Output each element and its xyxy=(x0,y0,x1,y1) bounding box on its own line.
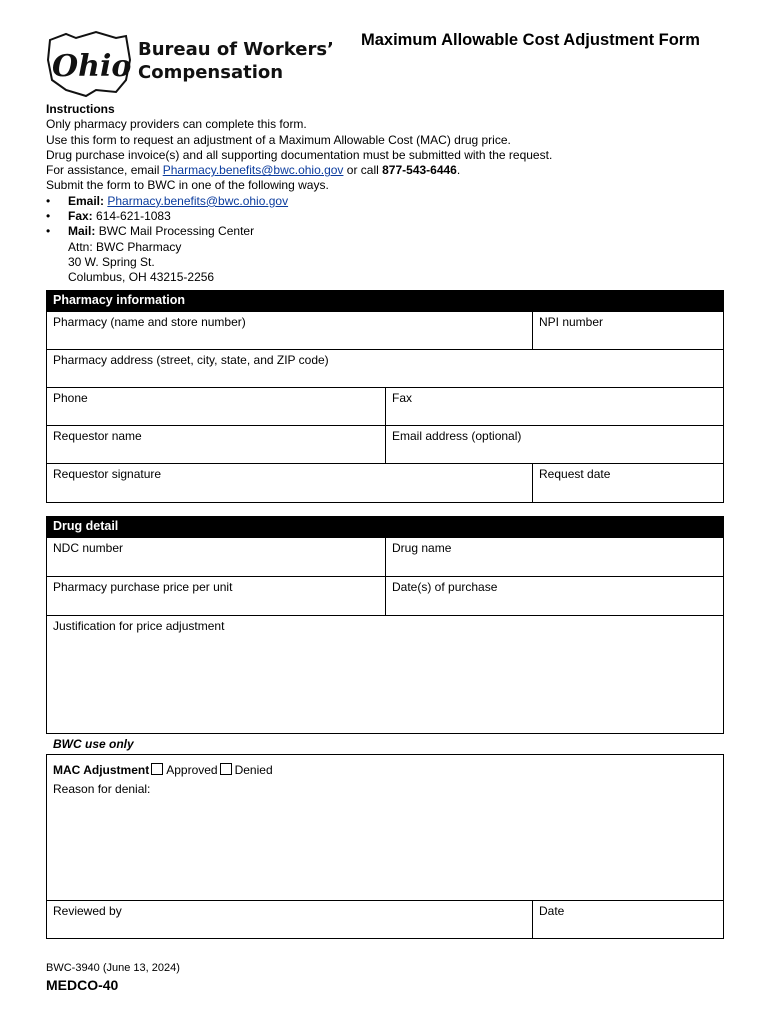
reviewed-by-field[interactable]: Reviewed by xyxy=(46,900,533,939)
phone-field[interactable]: Phone xyxy=(46,387,386,426)
instructions-heading: Instructions xyxy=(46,102,115,116)
form-code: BWC-3940 (June 13, 2024) xyxy=(46,962,180,974)
assistance-line xyxy=(46,163,552,178)
agency-line-1: Bureau of Workers’ xyxy=(138,39,334,60)
form-id: MEDCO-40 xyxy=(46,977,119,993)
fax-value: 614-621-1083 xyxy=(96,209,171,224)
email-link[interactable]: Pharmacy.benefits@bwc.ohio.gov xyxy=(107,193,289,208)
ndc-field[interactable]: NDC number xyxy=(46,537,386,577)
purchase-dates-field[interactable]: Date(s) of purchase xyxy=(385,576,724,616)
bwc-use-only-label: BWC use only xyxy=(53,737,134,751)
pharmacy-address-field[interactable]: Pharmacy address (street, city, state, and ZIP code) xyxy=(46,349,724,388)
assist-suffix: . xyxy=(456,163,461,178)
fax-label: Fax: xyxy=(68,209,93,224)
approved-label: Approved xyxy=(166,763,218,777)
instructions-line-2: Use this form to request an adjustment of a Maximum Allowable Cost (MAC) drug price. xyxy=(46,132,511,147)
assist-prefix: For assistance, email xyxy=(46,163,163,178)
agency-name xyxy=(138,38,334,84)
pharmacy-name-field[interactable]: Pharmacy (name and store number) xyxy=(46,311,533,350)
form-title: Maximum Allowable Cost Adjustment Form xyxy=(361,31,700,49)
fax-field[interactable]: Fax xyxy=(385,387,724,426)
mac-adjustment-row xyxy=(53,763,717,777)
npi-field[interactable]: NPI number xyxy=(532,311,724,350)
fax-bullet xyxy=(46,209,552,224)
pharmacy-section-heading: Pharmacy information xyxy=(46,290,724,311)
approved-checkbox[interactable] xyxy=(151,763,163,775)
email-bullet xyxy=(46,194,552,209)
instructions-block xyxy=(46,102,552,286)
requestor-signature-field[interactable]: Requestor signature xyxy=(46,463,533,503)
agency-line-2: Compensation xyxy=(138,62,284,83)
mail-bullet xyxy=(46,224,552,239)
bwc-use-box xyxy=(46,754,724,901)
ohio-wordmark: Ohio xyxy=(52,49,132,84)
assist-email-link[interactable]: Pharmacy.benefits@bwc.ohio.gov xyxy=(162,163,344,178)
requestor-name-field[interactable]: Requestor name xyxy=(46,425,386,464)
email-label: Email: xyxy=(68,193,105,208)
email-field[interactable]: Email address (optional) xyxy=(385,425,724,464)
mac-adjustment-label: MAC Adjustment xyxy=(53,763,150,777)
reason-for-denial-label: Reason for denial: xyxy=(53,782,151,796)
denied-label: Denied xyxy=(234,763,273,777)
mail-line-1: BWC Mail Processing Center xyxy=(98,224,255,239)
denied-checkbox[interactable] xyxy=(220,763,232,775)
assist-phone: 877-543-6446 xyxy=(382,163,457,178)
assist-mid: or call xyxy=(343,163,383,178)
instructions-line-1: Only pharmacy providers can complete this form. xyxy=(46,117,307,132)
review-date-field[interactable]: Date xyxy=(532,900,724,939)
mail-line-2: Attn: BWC Pharmacy xyxy=(68,239,182,254)
justification-field[interactable]: Justification for price adjustment xyxy=(46,615,724,734)
drug-section-heading: Drug detail xyxy=(46,516,724,537)
request-date-field[interactable]: Request date xyxy=(532,463,724,503)
mail-line-4: Columbus, OH 43215-2256 xyxy=(68,270,215,285)
drug-name-field[interactable]: Drug name xyxy=(385,537,724,577)
instructions-line-3: Drug purchase invoice(s) and all supporting documentation must be submitted with the request. xyxy=(46,147,553,162)
mail-label: Mail: xyxy=(68,224,96,239)
price-per-unit-field[interactable]: Pharmacy purchase price per unit xyxy=(46,576,386,616)
submit-line: Submit the form to BWC in one of the following ways. xyxy=(46,178,329,193)
mail-line-3: 30 W. Spring St. xyxy=(68,254,155,269)
